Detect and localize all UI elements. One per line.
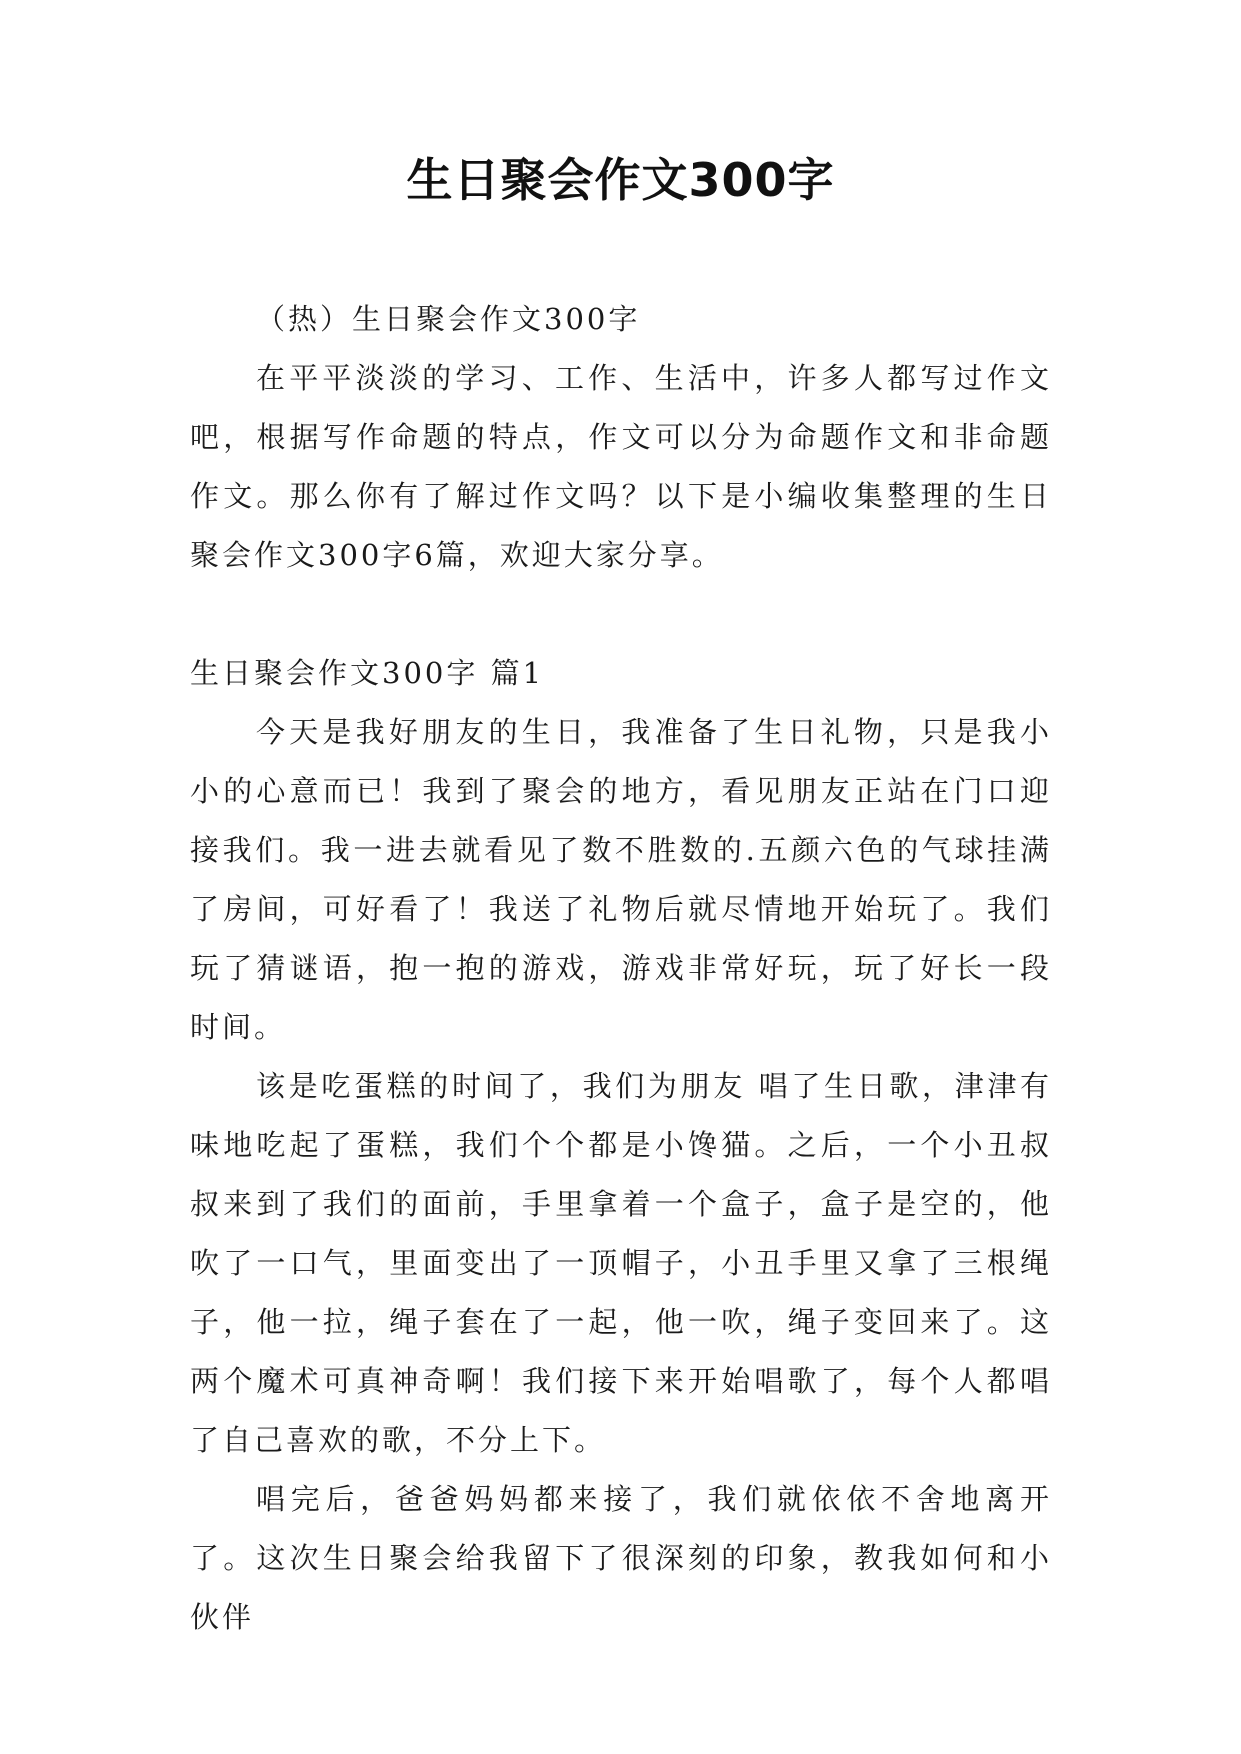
intro-paragraph: 在平平淡淡的学习、工作、生活中，许多人都写过作文吧，根据写作命题的特点，作文可以分为命题作文和非命题作文。那么你有了解过作文吗？以下是小编收集整理的生日聚会作文300字6篇，欢迎大家分享。 bbox=[190, 361, 1052, 572]
paragraph-3: 唱完后，爸爸妈妈都来接了，我们就依依不舍地离开了。这次生日聚会给我留下了很深刻的印象，教我如何和小伙伴 bbox=[190, 1482, 1052, 1634]
document-subtitle: （热）生日聚会作文300字 bbox=[256, 302, 641, 336]
document-title: 生日聚会作文300字 bbox=[406, 153, 835, 207]
document-body bbox=[190, 290, 1052, 1647]
paragraph-2: 该是吃蛋糕的时间了，我们为朋友 唱了生日歌，津津有味地吃起了蛋糕，我们个个都是小馋猫。之后，一个小丑叔叔来到了我们的面前，手里拿着一个盒子，盒子是空的，他吹了一口气，里面变出了一顶帽子，小丑手里又拿了三根绳子，他一拉，绳子套在了一起，他一吹，绳子变回来了。这两个魔术可真神奇啊！我们接下来开始唱歌了，每个人都唱了自己喜欢的歌，不分上下。 bbox=[190, 1069, 1052, 1457]
section-heading: 生日聚会作文300字 篇1 bbox=[190, 656, 545, 690]
paragraph-1: 今天是我好朋友的生日，我准备了生日礼物，只是我小小的心意而已！我到了聚会的地方，看见朋友正站在门口迎接我们。我一进去就看见了数不胜数的.五颜六色的气球挂满了房间，可好看了！我送了礼物后就尽情地开始玩了。我们玩了猜谜语，抱一抱的游戏，游戏非常好玩，玩了好长一段时间。 bbox=[190, 715, 1052, 1044]
